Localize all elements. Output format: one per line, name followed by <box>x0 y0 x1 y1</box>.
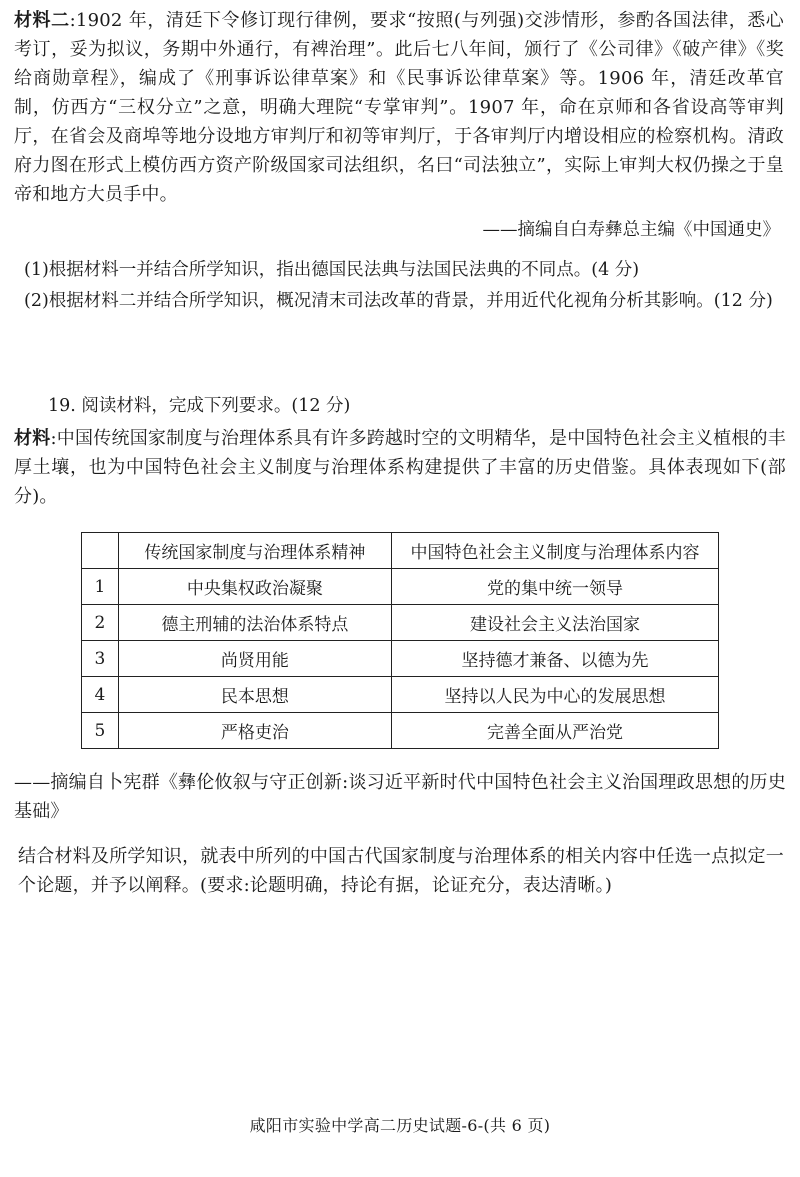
question-19-material <box>14 424 786 511</box>
table-cell-traditional: 德主刑辅的法治体系特点 <box>118 605 391 641</box>
table-cell-traditional: 尚贤用能 <box>118 641 391 677</box>
table-cell-index: 1 <box>82 569 119 605</box>
question-19-requirement: 结合材料及所学知识，就表中所列的中国古代国家制度与治理体系的相关内容中任选一点拟定一个论题，并予以阐释。(要求:论题明确，持论有据，论证充分，表达清晰。) <box>18 846 784 896</box>
table-cell-modern: 建设社会主义法治国家 <box>392 605 719 641</box>
table-row <box>82 677 719 713</box>
question-19-material-label: 材料 <box>14 428 51 449</box>
table-row <box>82 605 719 641</box>
question-19-material-text: :中国传统国家制度与治理体系具有许多跨越时空的文明精华，是中国特色社会主义植根的丰厚土壤，也为中国特色社会主义制度与治理体系构建提供了丰富的历史借鉴。具体表现如下(部分)。 <box>14 428 786 507</box>
table-cell-traditional: 民本思想 <box>118 677 391 713</box>
question-part-2: (2)根据材料二并结合所学知识，概况清末司法改革的背景，并用近代化视角分析其影响。(12 分) <box>24 291 773 311</box>
question-part-1: (1)根据材料一并结合所学知识，指出德国民法典与法国民法典的不同点。(4 分) <box>24 260 640 280</box>
page-footer: 咸阳市实验中学高二历史试题-6-(共 6 页) <box>249 1116 551 1135</box>
table-row <box>82 713 719 749</box>
material-two-text: :1902 年，清廷下令修订现行律例，要求“按照(与列强)交涉情形，参酌各国法律，悉心考订，妥为拟议，务期中外通行，有裨治理”。此后七八年间，颁行了《公司律》《破产律》《奖给商勋章程》，编成了《刑事诉讼律草案》和《民事诉讼律草案》等。1906 年，清廷改革官制，仿西方“三权分立”之意，明确大理院“专掌审判”。1907 年，命在京师和各省设高等审判厅，在省会及商埠等地分设地方审判厅和初等审判厅，于各审判厅内增设相应的检察机构。清政府力图在形式上模仿西方资产阶级国家司法组织，名曰“司法独立”，实际上审判大权仍操之于皇帝和地方大员手中。 <box>14 10 784 205</box>
table-header-modern: 中国特色社会主义制度与治理体系内容 <box>392 533 719 569</box>
table-row <box>82 569 719 605</box>
table-header-row <box>82 533 719 569</box>
material-two-paragraph <box>14 6 784 209</box>
table-cell-index: 4 <box>82 677 119 713</box>
table-cell-index: 2 <box>82 605 119 641</box>
question-19-source: ——摘编自卜宪群《彝伦攸叙与守正创新:谈习近平新时代中国特色社会主义治国理政思想的历史基础》 <box>14 772 786 822</box>
table-header-traditional: 传统国家制度与治理体系精神 <box>118 533 391 569</box>
table-cell-index: 5 <box>82 713 119 749</box>
material-two-label: 材料二 <box>14 10 70 31</box>
table-cell-traditional: 中央集权政治凝聚 <box>118 569 391 605</box>
governance-comparison-table <box>81 532 719 749</box>
question-19-title: 19. 阅读材料，完成下列要求。(12 分) <box>48 396 351 416</box>
table-row <box>82 641 719 677</box>
table-cell-index: 3 <box>82 641 119 677</box>
table-cell-modern: 坚持德才兼备、以德为先 <box>392 641 719 677</box>
table-header-index <box>82 533 119 569</box>
table-cell-modern: 党的集中统一领导 <box>392 569 719 605</box>
table-cell-modern: 坚持以人民为中心的发展思想 <box>392 677 719 713</box>
table-cell-modern: 完善全面从严治党 <box>392 713 719 749</box>
table-cell-traditional: 严格吏治 <box>118 713 391 749</box>
material-two-source: ——摘编自白寿彝总主编《中国通史》 <box>482 220 780 240</box>
